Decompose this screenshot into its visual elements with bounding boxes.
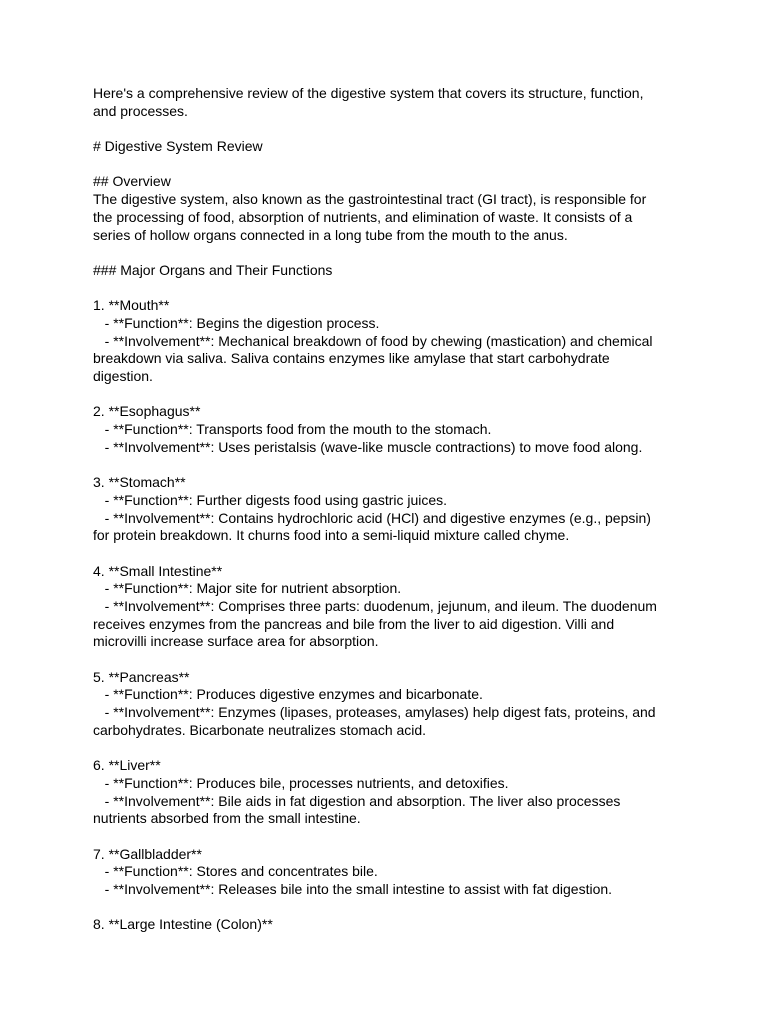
organ-line: - **Involvement**: Mechanical breakdown of food by chewing (mastication) and chemical <box>93 332 653 349</box>
organ-line: 1. **Mouth** <box>93 297 170 314</box>
organ-line: 6. **Liver** <box>93 757 161 774</box>
blank-line <box>93 120 683 138</box>
document-page <box>93 85 683 934</box>
organ-line: 2. **Esophagus** <box>93 403 201 420</box>
organ-line: 7. **Gallbladder** <box>93 845 202 862</box>
organ-item-pancreas <box>93 669 683 740</box>
intro-paragraph <box>93 85 683 120</box>
organ-line: - **Function**: Transports food from the mouth to the stomach. <box>93 421 492 438</box>
overview-heading: ## Overview <box>93 173 171 190</box>
organ-line: receives enzymes from the pancreas and bile from the liver to aid digestion. Villi and <box>93 615 615 632</box>
organ-line: 8. **Large Intestine (Colon)** <box>93 916 273 933</box>
blank-line <box>93 386 683 404</box>
organ-line: microvilli increase surface area for absorption. <box>93 633 379 650</box>
blank-line <box>93 545 683 563</box>
blank-line <box>93 156 683 174</box>
blank-line <box>93 244 683 262</box>
overview-line: the processing of food, absorption of nutrients, and elimination of waste. It consists of a <box>93 208 633 225</box>
blank-line <box>93 899 683 917</box>
organ-item-esophagus <box>93 403 683 456</box>
overview-paragraph <box>93 191 683 244</box>
organ-line: - **Involvement**: Bile aids in fat digestion and absorption. The liver also processes <box>93 792 621 809</box>
organ-line: - **Function**: Major site for nutrient absorption. <box>93 580 402 597</box>
document-title: # Digestive System Review <box>93 138 263 155</box>
overview-line: The digestive system, also known as the gastrointestinal tract (GI tract), is responsible for <box>93 191 647 208</box>
organ-line: for protein breakdown. It churns food into a semi-liquid mixture called chyme. <box>93 527 570 544</box>
organ-line: breakdown via saliva. Saliva contains enzymes like amylase that start carbohydrate <box>93 350 610 367</box>
organ-line: - **Function**: Stores and concentrates bile. <box>93 863 378 880</box>
intro-line: and processes. <box>93 102 188 119</box>
blank-line <box>93 739 683 757</box>
organ-line: digestion. <box>93 368 153 384</box>
organs-heading: ### Major Organs and Their Functions <box>93 261 333 278</box>
organ-line: - **Function**: Begins the digestion process. <box>93 314 380 331</box>
overview-line: series of hollow organs connected in a long tube from the mouth to the anus. <box>93 226 568 243</box>
blank-line <box>93 828 683 846</box>
organ-item-large-intestine <box>93 916 683 934</box>
organ-line: 5. **Pancreas** <box>93 668 190 685</box>
organ-line: nutrients absorbed from the small intestine. <box>93 810 361 827</box>
organ-line: - **Function**: Produces digestive enzymes and bicarbonate. <box>93 686 483 703</box>
intro-line: Here's a comprehensive review of the digestive system that covers its structure, function, <box>93 85 644 101</box>
organ-line: - **Involvement**: Uses peristalsis (wave-like muscle contractions) to move food along. <box>93 438 643 455</box>
organ-line: - **Function**: Produces bile, processes nutrients, and detoxifies. <box>93 774 509 791</box>
organ-line: - **Involvement**: Releases bile into the small intestine to assist with fat digestion. <box>93 880 613 897</box>
organ-item-gallbladder <box>93 846 683 899</box>
organ-item-stomach <box>93 474 683 545</box>
organ-item-small-intestine <box>93 563 683 651</box>
organ-line: 3. **Stomach** <box>93 474 186 491</box>
organ-item-liver <box>93 757 683 828</box>
organ-line: - **Involvement**: Enzymes (lipases, proteases, amylases) help digest fats, proteins, and <box>93 704 656 721</box>
organ-item-mouth <box>93 297 683 385</box>
blank-line <box>93 651 683 669</box>
organ-line: - **Function**: Further digests food using gastric juices. <box>93 491 448 508</box>
organ-line: carbohydrates. Bicarbonate neutralizes stomach acid. <box>93 721 427 738</box>
organ-line: - **Involvement**: Contains hydrochloric acid (HCl) and digestive enzymes (e.g., pepsin) <box>93 509 651 526</box>
organ-line: - **Involvement**: Comprises three parts: duodenum, jejunum, and ileum. The duodenum <box>93 597 657 614</box>
organ-line: 4. **Small Intestine** <box>93 562 223 579</box>
blank-line <box>93 456 683 474</box>
blank-line <box>93 280 683 298</box>
